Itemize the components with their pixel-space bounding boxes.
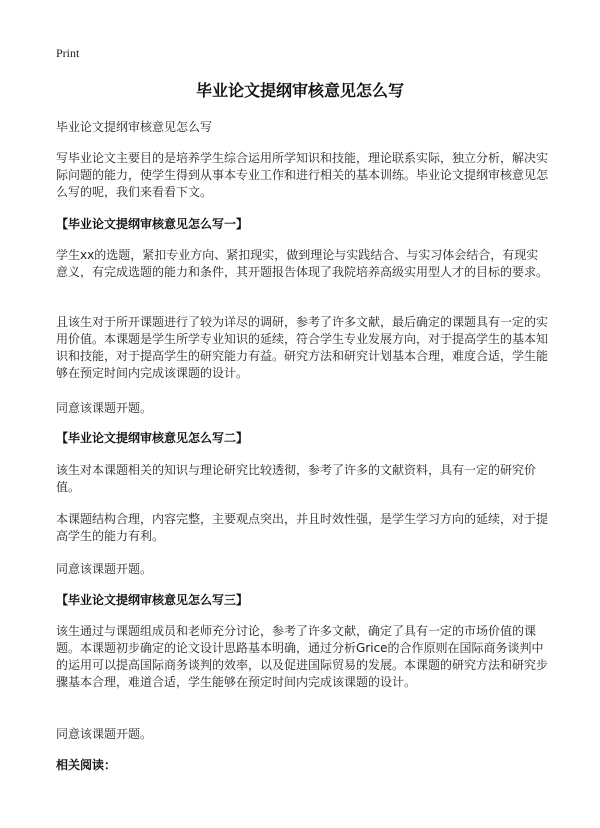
section-3-paragraph-1: 该生通过与课题组成员和老师充分讨论，参考了许多文献，确定了具有一定的市场价值的课题。本课题初步确定的论文设计思路基本明确，通过分析Grice的合作原则在国际商务谈判中的运用可以提高国际商务谈判的效率，以及促进国际贸易的发展。本课题的研究方法和研究步骤基本合理，难道合适，学生能够在预定时间内完成该课题的设计。 xyxy=(56,624,549,689)
section-2-paragraph-1: 该生对本课题相关的知识与理论研究比较透彻，参考了许多的文献资料，具有一定的研究价值。 xyxy=(56,463,537,494)
subtitle: 毕业论文提纲审核意见怎么写 xyxy=(56,120,213,134)
section-3-heading: 【毕业论文提纲审核意见怎么写三】 xyxy=(56,593,249,607)
section-2-paragraph-2: 本课题结构合理，内容完整，主要观点突出，并且时效性强，是学生学习方向的延续，对于提高学生的能力有利。 xyxy=(56,512,549,543)
section-2-paragraph-3: 同意该课题开题。 xyxy=(56,562,153,576)
page-title: 毕业论文提纲审核意见怎么写 xyxy=(195,81,404,100)
section-1-paragraph-3: 同意该课题开题。 xyxy=(56,401,153,415)
section-1-heading: 【毕业论文提纲审核意见怎么写一】 xyxy=(56,217,249,231)
related-reading-label: 相关阅读： xyxy=(56,758,117,772)
section-1-paragraph-2: 且该生对于所开课题进行了较为详尽的调研，参考了许多文献，最后确定的课题具有一定的实用价值。本课题是学生所学专业知识的延续，符合学生专业发展方向，对于提高学生的基本知识和技能，对于提高学生的研究能力有益。研究方法和研究计划基本合理，难度合适，学生能够在预定时间内完成该课题的设计。 xyxy=(56,315,549,380)
intro-paragraph: 写毕业论文主要目的是培养学生综合运用所学知识和技能，理论联系实际，独立分析，解决实际问题的能力，使学生得到从事本专业工作和进行相关的基本训练。毕业论文提纲审核意见怎么写的呢，我们来看看下文。 xyxy=(56,151,549,199)
section-1-paragraph-1: 学生xx的选题，紧扣专业方向、紧扣现实，做到理论与实践结合、与实习体会结合，有现实意义，有完成选题的能力和条件，其开题报告体现了我院培养高级实用型人才的目标的要求。 xyxy=(56,248,549,279)
section-2-heading: 【毕业论文提纲审核意见怎么写二】 xyxy=(56,431,249,445)
print-link[interactable]: Print xyxy=(56,46,80,60)
section-3-paragraph-2: 同意该课题开题。 xyxy=(56,727,153,741)
